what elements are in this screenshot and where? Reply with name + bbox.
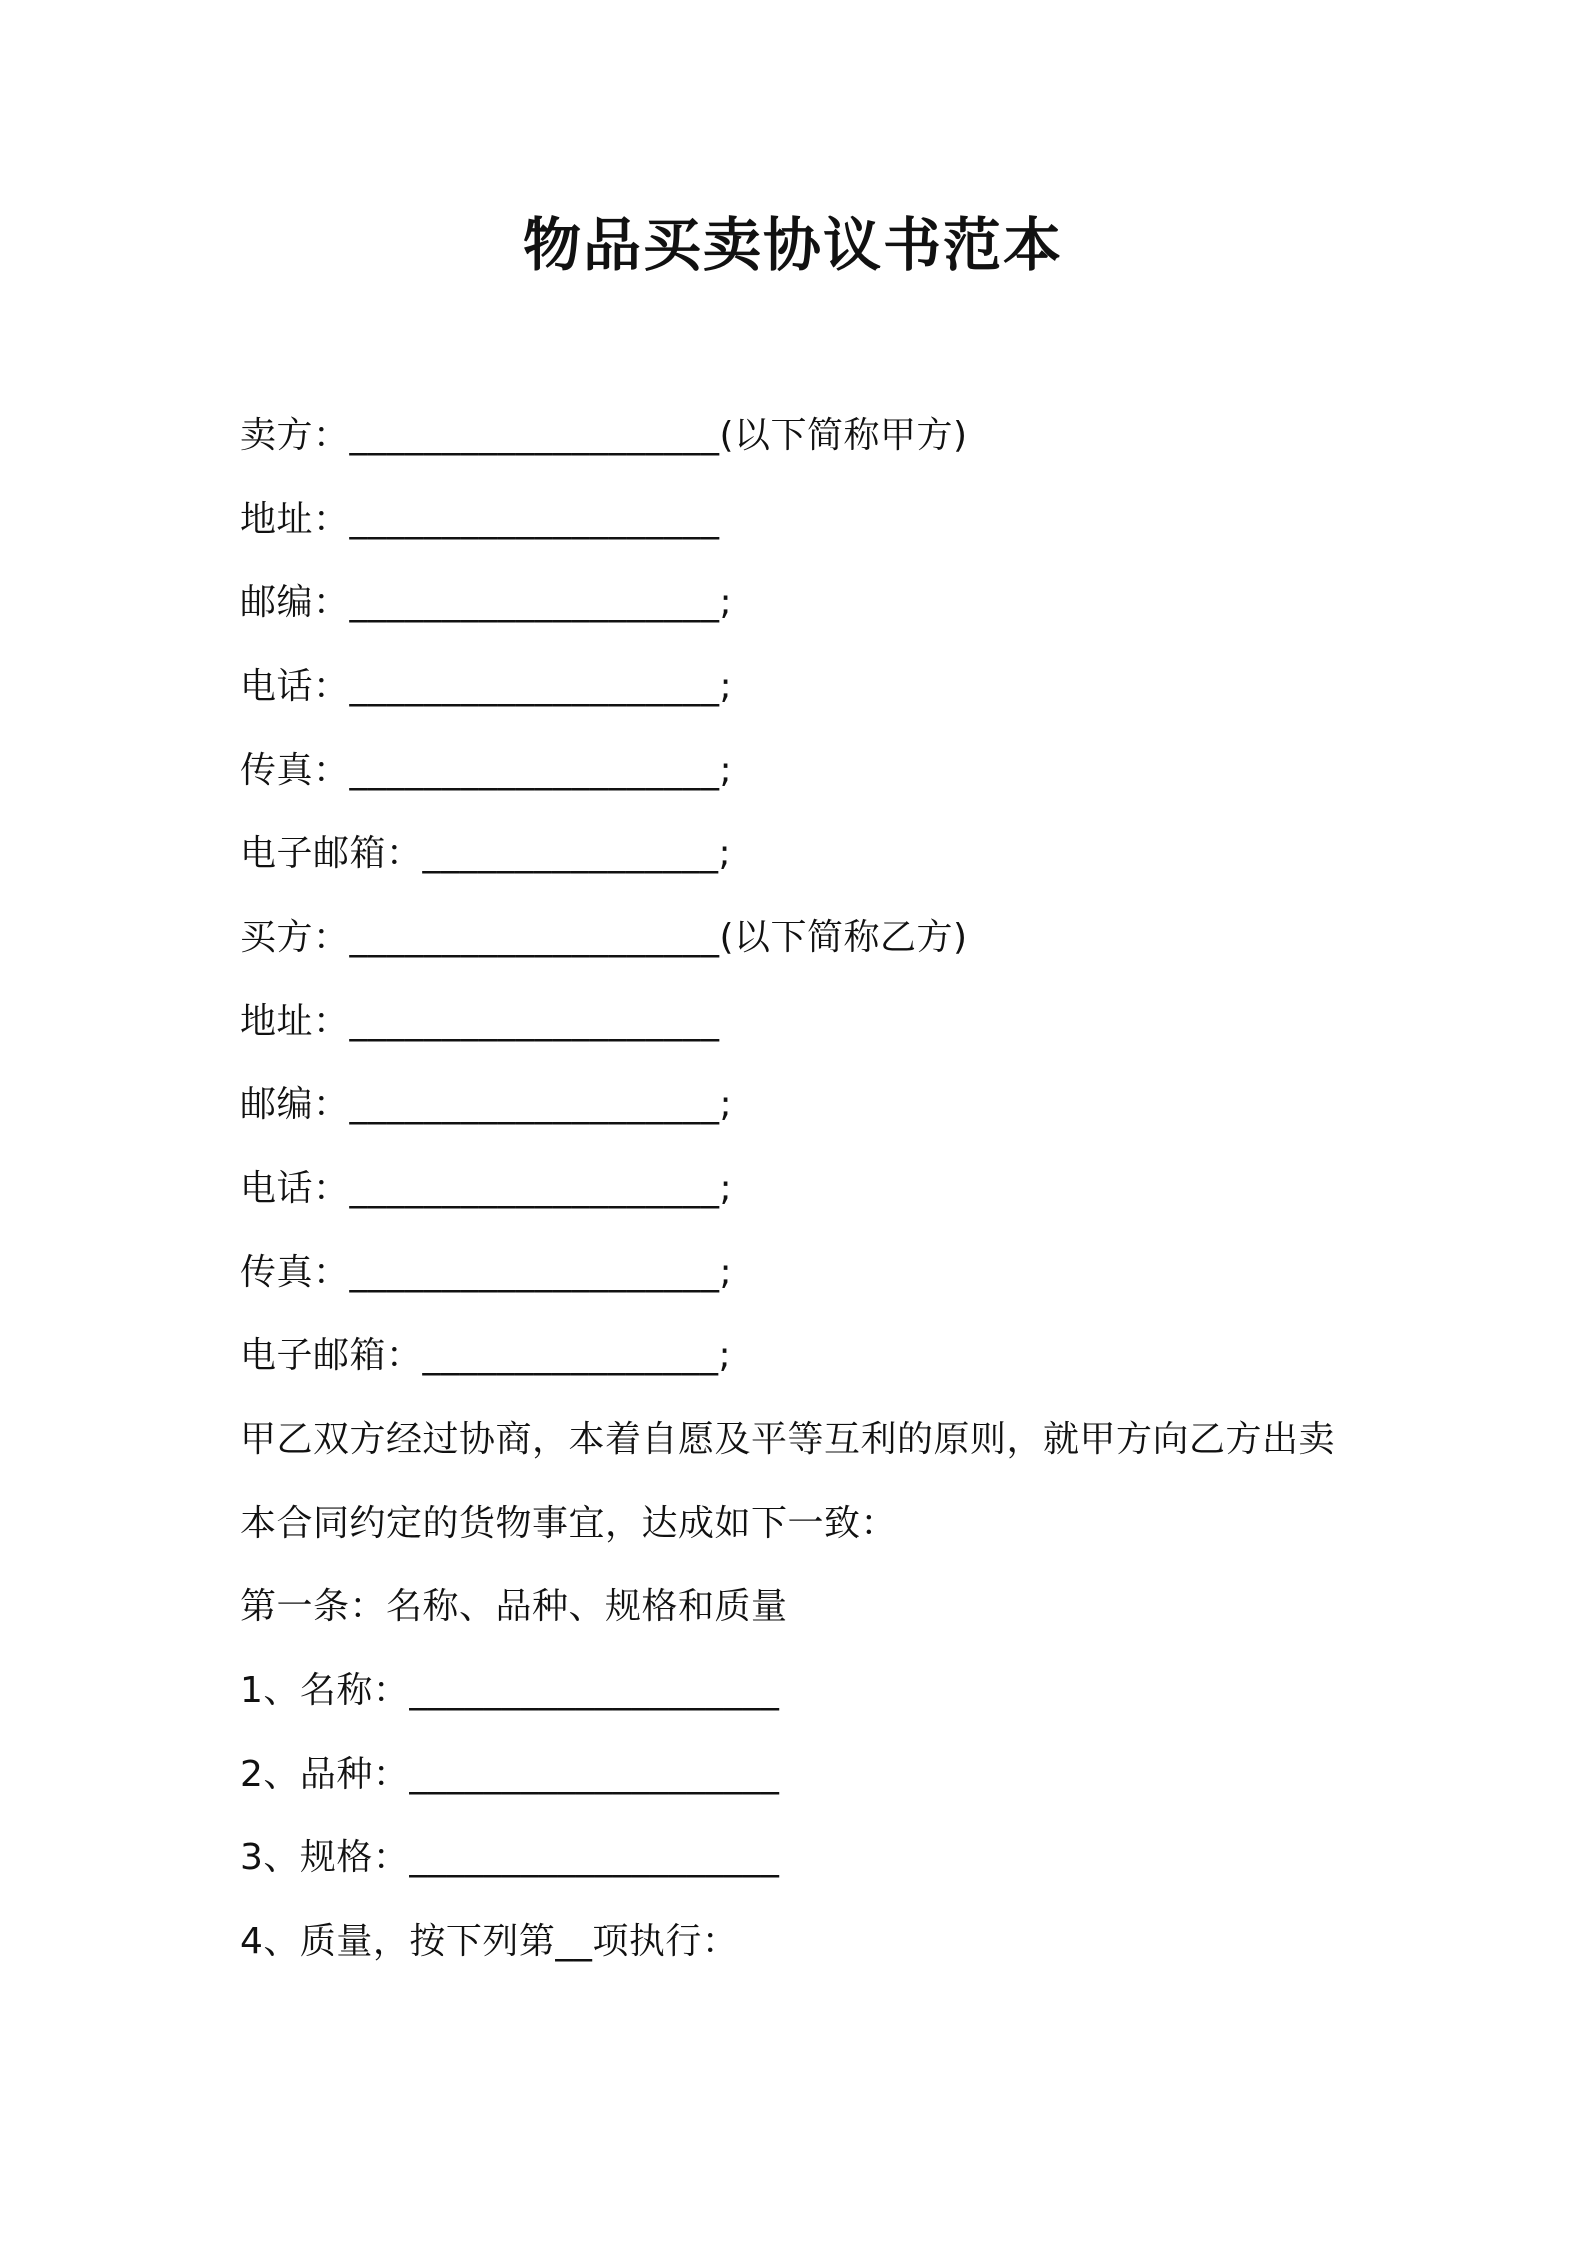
document-title: 物品买卖协议书范本: [522, 211, 1063, 279]
seller-phone-line: 电话：____________________;: [240, 666, 733, 707]
item-variety-line: 2、品种：____________________: [240, 1754, 780, 1795]
preamble-line-2: 本合同约定的货物事宜，达成如下一致：: [240, 1503, 898, 1544]
seller-address-line: 地址：____________________: [240, 499, 720, 540]
article-one-heading: 第一条：名称、品种、规格和质量: [240, 1586, 788, 1627]
item-name-line: 1、名称：____________________: [240, 1670, 780, 1711]
item-spec-line: 3、规格：____________________: [240, 1837, 780, 1878]
buyer-phone-line: 电话：____________________;: [240, 1168, 733, 1209]
seller-email-line: 电子邮箱：________________;: [240, 833, 732, 874]
seller-postcode-line: 邮编：____________________;: [240, 582, 733, 623]
buyer-email-line: 电子邮箱：________________;: [240, 1335, 732, 1376]
buyer-fax-line: 传真：____________________;: [240, 1252, 733, 1293]
seller-fax-line: 传真：____________________;: [240, 750, 733, 791]
buyer-address-line: 地址：____________________: [240, 1001, 720, 1042]
buyer-postcode-line: 邮编：____________________;: [240, 1084, 733, 1125]
item-quality-line: 4、质量，按下列第__项执行：: [240, 1921, 739, 1962]
preamble-line-1: 甲乙双方经过协商，本着自愿及平等互利的原则，就甲方向乙方出卖: [240, 1419, 1336, 1460]
buyer-name-line: 买方：____________________(以下简称乙方): [240, 917, 968, 958]
seller-name-line: 卖方：____________________(以下简称甲方): [240, 415, 968, 456]
